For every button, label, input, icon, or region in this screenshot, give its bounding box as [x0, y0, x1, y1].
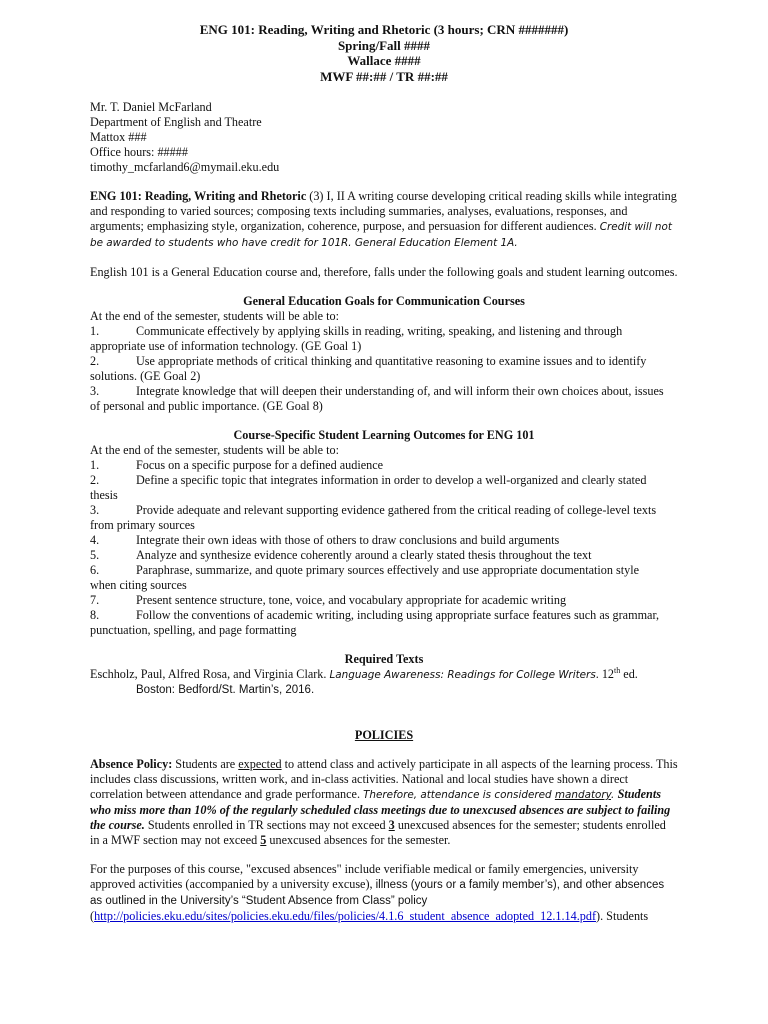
- outcome-item-continuation: punctuation, spelling, and page formatting: [90, 623, 297, 637]
- excused-absences: [90, 862, 678, 924]
- semester-line: Spring/Fall ####: [337, 37, 431, 53]
- absence-text-5: unexcused absences for the semester.: [266, 833, 451, 847]
- gen-ed-goal-item-continuation: of personal and public importance. (GE Goal 8): [90, 399, 323, 413]
- gen-ed-goal-item-number: 1.: [90, 324, 100, 338]
- course-header: [90, 22, 678, 84]
- outcome-item: [90, 473, 678, 488]
- room-line: Wallace ####: [347, 53, 421, 68]
- mandatory-emphasis: mandatory: [554, 789, 611, 801]
- outcome-item-number: 2.: [90, 473, 100, 487]
- outcome-item-number: 5.: [90, 548, 100, 562]
- outcome-item: [90, 548, 678, 563]
- citation: [90, 667, 678, 683]
- outcome-item-text: Define a specific topic that integrates information in order to develop a well-organized and clearly stated: [136, 473, 647, 487]
- gen-ed-goal-item: [90, 324, 678, 339]
- gen-ed-goal-item-text: Integrate knowledge that will deepen their understanding of, and will inform their own choices about, issues: [136, 384, 664, 398]
- course-description: [90, 189, 678, 251]
- gen-ed-goal-item-number: 2.: [90, 354, 100, 368]
- citation-edition-ed: ed.: [620, 667, 638, 681]
- outcome-item: [90, 503, 678, 518]
- instructor-department: Department of English and Theatre: [90, 115, 262, 129]
- required-texts-section: [90, 652, 678, 698]
- link-paren-open: (: [90, 909, 95, 923]
- outcomes-section: [90, 428, 678, 638]
- course-title-line: ENG 101: Reading, Writing and Rhetoric (3 hours; CRN #######): [199, 22, 569, 37]
- absence-text-4: unexcused absences for the semester; students enrolled in a MWF section may not exceed: [90, 818, 666, 847]
- gen-ed-goals-section: [90, 294, 678, 414]
- outcome-item: [90, 608, 678, 623]
- gen-ed-heading: General Education Goals for Communication Courses: [243, 294, 525, 308]
- outcome-item-number: 6.: [90, 563, 100, 577]
- outcome-item: [90, 533, 678, 548]
- outcomes-intro-line: At the end of the semester, students will be able to:: [90, 443, 339, 457]
- required-texts-heading: Required Texts: [344, 652, 424, 666]
- outcome-item: [90, 563, 678, 578]
- outcome-item-text: Present sentence structure, tone, voice, and vocabulary appropriate for academic writing: [136, 593, 567, 607]
- gen-ed-goals-list: [90, 324, 678, 414]
- citation-publisher: Boston: Bedford/St. Martin’s, 2016.: [136, 684, 315, 696]
- citation-edition: . 12: [595, 667, 615, 681]
- outcomes-heading: Course-Specific Student Learning Outcomes for ENG 101: [233, 428, 535, 442]
- office-hours: Office hours: #####: [90, 145, 188, 159]
- outcome-item-number: 8.: [90, 608, 100, 622]
- outcome-item-text: Follow the conventions of academic writing, including using appropriate surface features such as grammar,: [136, 608, 660, 622]
- attendance-note: Therefore, attendance is considered: [363, 789, 555, 801]
- outcome-item-number: 7.: [90, 593, 100, 607]
- policies-heading: POLICIES: [354, 728, 414, 742]
- gen-ed-intro-line: At the end of the semester, students will be able to:: [90, 309, 339, 323]
- absence-policy-link[interactable]: http://policies.eku.edu/sites/policies.eku.edu/files/policies/4.1.6_student_absence_adopted_12.1.14.pdf: [94, 909, 597, 923]
- failing-warning: Students who miss more than 10% of the regularly scheduled class meetings due to unexcused absences are subject to failing the course.: [90, 787, 671, 832]
- outcome-item: [90, 458, 678, 473]
- outcome-item-text: Provide adequate and relevant supporting evidence gathered from the critical reading of college-level texts: [136, 503, 657, 517]
- schedule-line: MWF ##:## / TR ##:##: [320, 68, 448, 84]
- link-paren-close: ). Students: [596, 909, 649, 923]
- citation-book-title: Language Awareness: Readings for College Writers: [329, 669, 596, 681]
- instructor-info: [90, 100, 678, 175]
- absence-policy-label: Absence Policy:: [90, 757, 173, 771]
- gen-ed-goal-item-number: 3.: [90, 384, 100, 398]
- outcome-item-text: Paraphrase, summarize, and quote primary sources effectively and use appropriate documentation style: [136, 563, 640, 577]
- gen-ed-goal-item-continuation: appropriate use of information technology. (GE Goal 1): [90, 339, 362, 353]
- attendance-note-end: .: [611, 789, 618, 801]
- citation-edition-suffix: th: [614, 665, 621, 675]
- gen-ed-goal-item: [90, 384, 678, 399]
- gen-ed-goal-item-continuation: solutions. (GE Goal 2): [90, 369, 201, 383]
- excused-text-1: For the purposes of this course, "excused absences" include verifiable medical or family emergencies, university approved activities (accompanied by a university excuse),: [90, 862, 639, 891]
- outcome-item-number: 3.: [90, 503, 100, 517]
- gen-ed-goal-item-text: Use appropriate methods of critical thinking and quantitative reasoning to examine issues and to identify: [136, 354, 647, 368]
- outcome-item-text: Focus on a specific purpose for a defined audience: [136, 458, 384, 472]
- mwf-limit: 5: [260, 833, 267, 847]
- excused-text-2: illness (yours or a family member’s), and other absences as outlined in the University’s “Student Absence from Class” policy: [90, 879, 665, 907]
- absence-text-1: Students are: [172, 757, 239, 771]
- absence-policy: [90, 757, 678, 848]
- credit-note: Credit will not be awarded to students who have credit for 101R. General Education Element 1A.: [90, 221, 672, 249]
- outcome-item-number: 4.: [90, 533, 100, 547]
- tr-limit: 3: [388, 818, 395, 832]
- instructor-name: Mr. T. Daniel McFarland: [90, 100, 212, 114]
- instructor-email: timothy_mcfarland6@mymail.eku.edu: [90, 160, 280, 174]
- course-description-text: (3) I, II A writing course developing critical reading skills while integrating and responding to varied sources; composing texts including summaries, analyses, evaluations, responses, and arguments; emphasizing style, organization, coherence, purpose, and persuasion for different audiences.: [90, 189, 677, 233]
- gen-ed-goal-item: [90, 354, 678, 369]
- absence-text-2: to attend class and actively participate in all aspects of the learning process. This includes class discussions, written work, and in-class activities. National and local studies have shown a direct correlation between attendance and grade performance.: [90, 757, 678, 801]
- absence-text-3: Students enrolled in TR sections may not exceed: [144, 818, 389, 832]
- outcome-item-continuation: when citing sources: [90, 578, 187, 592]
- outcome-item-text: Analyze and synthesize evidence coherently around a clearly stated thesis throughout the text: [136, 548, 592, 562]
- outcome-item-continuation: thesis: [90, 488, 118, 502]
- expected-emphasis: expected: [238, 757, 282, 771]
- outcome-item: [90, 593, 678, 608]
- outcome-item-continuation: from primary sources: [90, 518, 195, 532]
- instructor-office: Mattox ###: [90, 130, 147, 144]
- outcome-item-text: Integrate their own ideas with those of others to draw conclusions and build arguments: [136, 533, 560, 547]
- outcome-item-number: 1.: [90, 458, 100, 472]
- gen-ed-goal-item-text: Communicate effectively by applying skills in reading, writing, speaking, and listening and through: [136, 324, 623, 338]
- gen-ed-intro: English 101 is a General Education course and, therefore, falls under the following goals and student learning outcomes.: [90, 265, 678, 279]
- outcomes-list: [90, 458, 678, 638]
- citation-authors: Eschholz, Paul, Alfred Rosa, and Virginia Clark.: [90, 667, 330, 681]
- course-description-title: ENG 101: Reading, Writing and Rhetoric: [90, 189, 307, 203]
